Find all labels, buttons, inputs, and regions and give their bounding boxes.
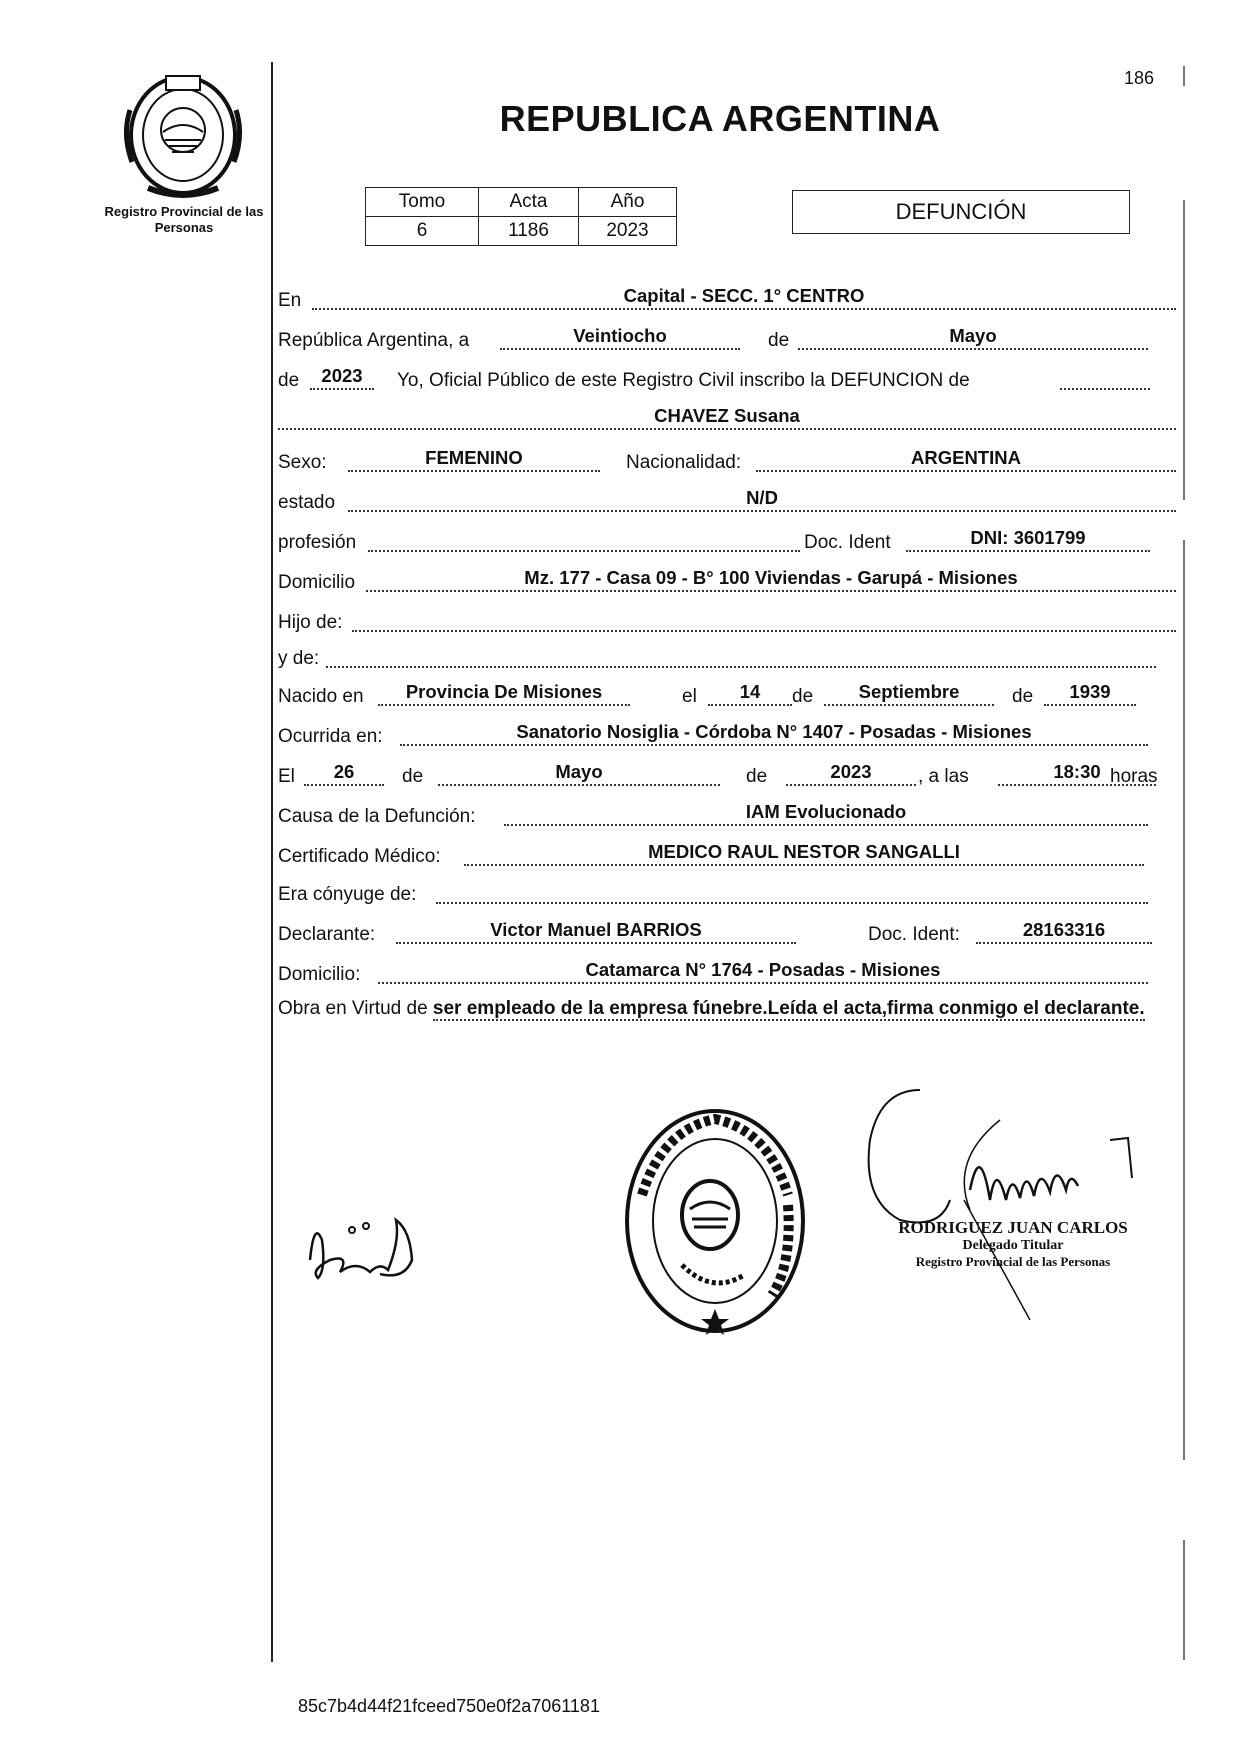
- row-estado: [278, 486, 1178, 516]
- value-decl-dni: 28163316: [976, 918, 1152, 944]
- value-def-mes: Mayo: [438, 760, 720, 786]
- row-causa: [278, 800, 1178, 830]
- acta-table: [365, 187, 677, 246]
- tomo-header: Tomo: [366, 188, 479, 217]
- row-declarante: [278, 918, 1178, 948]
- label-conyuge: Era cónyuge de:: [278, 884, 417, 905]
- row-decl-domicilio: [278, 958, 1178, 988]
- row-conyuge: [278, 878, 1178, 908]
- label-sexo: Sexo:: [278, 452, 327, 473]
- label-de-c: de: [402, 766, 424, 787]
- row-defuncion-fecha: [278, 760, 1178, 790]
- official-office: Registro Provincial de las Personas: [915, 1254, 1111, 1269]
- page-number: 186: [1124, 68, 1155, 88]
- blank-line: [1060, 364, 1150, 390]
- label-en: En: [278, 290, 302, 311]
- value-anio: 2023: [310, 364, 374, 390]
- row-nombre: [278, 404, 1178, 434]
- row-fecha: [278, 324, 1178, 354]
- anio-value: 2023: [579, 217, 677, 246]
- value-dia-letras: Veintiocho: [500, 324, 740, 350]
- value-nac-dia: 14: [708, 680, 792, 706]
- label-republica: República Argentina, a: [278, 330, 470, 351]
- tomo-value: 6: [366, 217, 479, 246]
- official-signature-icon: [860, 1080, 1150, 1320]
- label-de-b: de: [1012, 686, 1034, 707]
- row-y-de: [278, 642, 1178, 672]
- value-declarante: Victor Manuel BARRIOS: [396, 918, 796, 944]
- row-hijo: [278, 606, 1178, 636]
- blank-hijo: [352, 606, 1176, 632]
- label-causa: Causa de la Defunción:: [278, 806, 476, 827]
- official-seal-icon: [622, 1105, 808, 1337]
- row-domicilio: [278, 566, 1178, 596]
- row-obra: [278, 994, 1176, 1024]
- label-estado: estado: [278, 492, 336, 513]
- label-doc-ident: Doc. Ident: [804, 532, 891, 553]
- declarant-signature-icon: [300, 1200, 430, 1290]
- official-position: Delegado Titular: [962, 1238, 1064, 1253]
- value-causa: IAM Evolucionado: [504, 800, 1148, 826]
- value-obra: ser empleado de la empresa fúnebre.Leída el acta,firma conmigo el declarante.: [432, 998, 1145, 1019]
- label-de: de: [768, 330, 790, 351]
- label-nacido-en: Nacido en: [278, 686, 364, 707]
- value-nacionalidad: ARGENTINA: [756, 446, 1176, 472]
- document-hash: 85c7b4d44f21fceed750e0f2a7061181: [298, 1696, 600, 1716]
- label-horas: horas: [1110, 766, 1158, 787]
- label-doc-ident2: Doc. Ident:: [868, 924, 960, 945]
- right-margin-mark: [1183, 66, 1185, 86]
- value-domicilio: Mz. 177 - Casa 09 - B° 100 Viviendas - Garupá - Misiones: [366, 566, 1176, 592]
- label-nacionalidad: Nacionalidad:: [626, 452, 742, 473]
- row-certificado: [278, 840, 1178, 870]
- value-decl-domicilio: Catamarca N° 1764 - Posadas - Misiones: [378, 958, 1148, 984]
- label-de2: de: [278, 370, 300, 391]
- label-el: el: [682, 686, 697, 707]
- value-lugar: Capital - SECC. 1° CENTRO: [312, 284, 1176, 310]
- label-profesion: profesión: [278, 532, 357, 553]
- label-certificado: Certificado Médico:: [278, 846, 441, 867]
- province-emblem-icon: [118, 70, 248, 200]
- value-def-dia: 26: [304, 760, 384, 786]
- value-ocurrida: Sanatorio Nosiglia - Córdoba N° 1407 - Posadas - Misiones: [400, 720, 1148, 746]
- blank-conyuge: [436, 878, 1148, 904]
- page-title: REPUBLICA ARGENTINA: [499, 98, 941, 139]
- blank-y-de: [326, 642, 1156, 668]
- row-profesion: [278, 526, 1178, 556]
- label-obra: Obra en Virtud de: [278, 998, 428, 1019]
- value-nac-anio: 1939: [1044, 680, 1136, 706]
- label-yo: Yo, Oficial Público de este Registro Civil inscribo la DEFUNCION de: [397, 370, 970, 391]
- label-de-a: de: [792, 686, 814, 707]
- label-y-de: y de:: [278, 648, 320, 669]
- right-margin-mark: [1183, 540, 1185, 1460]
- acta-header: Acta: [479, 188, 579, 217]
- registry-caption: Registro Provincial de las Personas: [104, 204, 264, 235]
- margin-line: [271, 62, 273, 1662]
- acta-value: 1186: [479, 217, 579, 246]
- row-nacimiento: [278, 680, 1178, 710]
- value-certificado: MEDICO RAUL NESTOR SANGALLI: [464, 840, 1144, 866]
- blank-profesion: [368, 526, 800, 552]
- label-declarante: Declarante:: [278, 924, 376, 945]
- row-lugar: [278, 284, 1178, 314]
- official-block: [878, 1218, 1148, 1270]
- right-margin-mark: [1183, 1540, 1185, 1660]
- row-ocurrida: [278, 720, 1178, 750]
- label-el-cap: El: [278, 766, 295, 787]
- label-domicilio2: Domicilio:: [278, 964, 361, 985]
- row-sexo: [278, 446, 1178, 476]
- label-a-las: , a las: [918, 766, 969, 787]
- value-mes: Mayo: [798, 324, 1148, 350]
- label-domicilio: Domicilio: [278, 572, 356, 593]
- anio-header: Año: [579, 188, 677, 217]
- label-de-d: de: [746, 766, 768, 787]
- label-hijo-de: Hijo de:: [278, 612, 343, 633]
- value-dni: DNI: 3601799: [906, 526, 1150, 552]
- value-def-anio: 2023: [786, 760, 916, 786]
- value-sexo: FEMENINO: [348, 446, 600, 472]
- official-name: RODRIGUEZ JUAN CARLOS: [898, 1218, 1128, 1237]
- value-nac-mes: Septiembre: [824, 680, 994, 706]
- value-nacido-en: Provincia De Misiones: [378, 680, 630, 706]
- value-estado: N/D: [348, 486, 1176, 512]
- right-margin-mark: [1183, 200, 1185, 500]
- label-ocurrida: Ocurrida en:: [278, 726, 383, 747]
- row-inscripcion: [278, 364, 1178, 394]
- value-hora: 18:30: [998, 760, 1156, 786]
- record-type-box: DEFUNCIÓN: [792, 190, 1130, 234]
- value-nombre: CHAVEZ Susana: [278, 404, 1176, 430]
